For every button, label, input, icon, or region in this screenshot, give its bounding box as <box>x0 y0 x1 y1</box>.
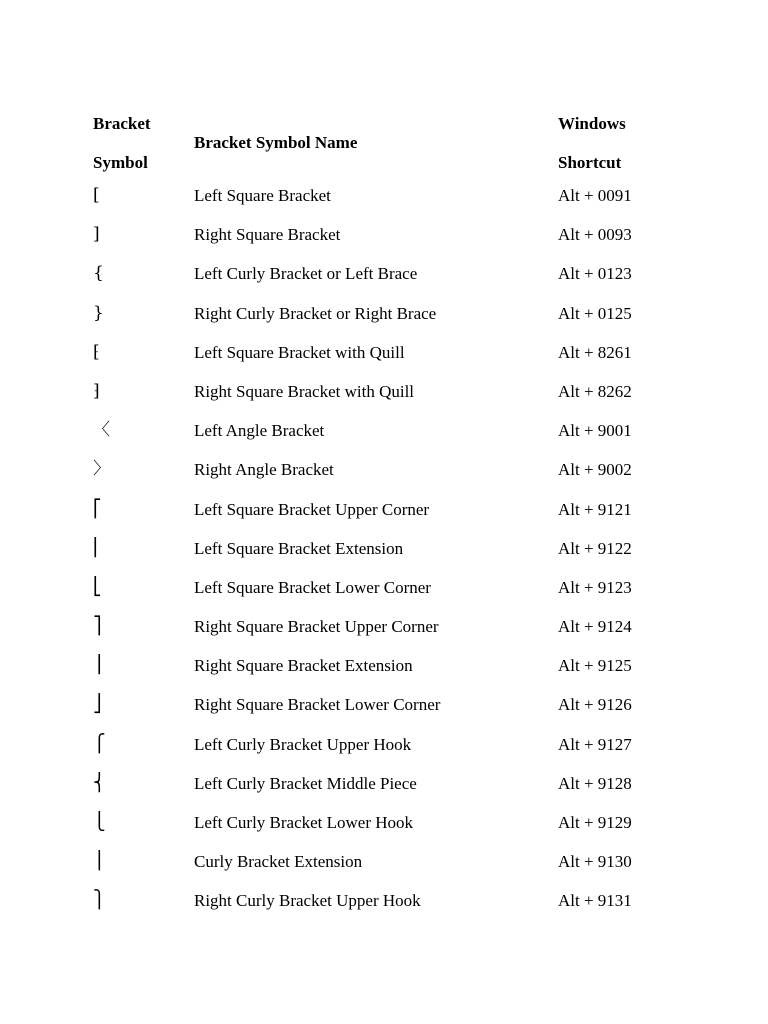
shortcut-cell: Alt + 8262 <box>558 381 632 401</box>
shortcut-cell: Alt + 9130 <box>558 852 632 872</box>
name-cell: Right Angle Bracket <box>194 460 334 480</box>
shortcut-cell: Alt + 9125 <box>558 656 632 676</box>
symbol-cell: ] <box>93 224 100 245</box>
name-cell: Right Square Bracket Extension <box>194 656 413 676</box>
name-cell: Left Square Bracket Extension <box>194 538 404 558</box>
symbol-cell: ⎦ <box>93 694 102 715</box>
header-bracket-symbol-line2: Symbol <box>93 153 148 172</box>
name-cell: Left Square Bracket Lower Corner <box>194 577 431 597</box>
table-row <box>0 764 768 803</box>
symbol-cell: ⁆ <box>93 380 100 401</box>
shortcut-cell: Alt + 9123 <box>558 577 632 597</box>
shortcut-cell: Alt + 9121 <box>558 499 632 519</box>
name-cell: Right Square Bracket with Quill <box>194 381 415 401</box>
header-bracket-symbol-line1: Bracket <box>93 114 151 133</box>
shortcut-cell: Alt + 0123 <box>558 264 632 284</box>
symbol-cell: ⎪ <box>93 851 106 872</box>
name-cell: Left Curly Bracket Upper Hook <box>194 734 412 754</box>
header-windows-shortcut-line2: Shortcut <box>558 153 622 172</box>
shortcut-cell: Alt + 0093 <box>558 225 632 245</box>
table-row <box>0 881 768 920</box>
symbol-cell: { <box>93 263 104 284</box>
table-row <box>0 529 768 568</box>
symbol-cell: [ <box>93 185 100 205</box>
name-cell: Right Square Bracket Lower Corner <box>194 695 441 715</box>
table-row <box>0 607 768 646</box>
name-cell: Left Angle Bracket <box>194 421 325 441</box>
table-header <box>0 104 768 182</box>
symbol-cell: ⎢ <box>93 537 102 558</box>
name-cell: Left Square Bracket Upper Corner <box>194 499 430 519</box>
table-row <box>0 685 768 724</box>
shortcut-cell: Alt + 9129 <box>558 813 632 832</box>
table-row <box>0 450 768 489</box>
name-cell: Right Curly Bracket or Right Brace <box>194 303 437 323</box>
name-cell: Left Curly Bracket or Left Brace <box>194 264 418 284</box>
table-row <box>0 372 768 411</box>
header-windows-shortcut <box>558 104 626 182</box>
symbol-cell: ⎣ <box>93 576 102 597</box>
table-row <box>0 568 768 607</box>
shortcut-cell: Alt + 9128 <box>558 773 632 793</box>
symbol-cell: ⁅ <box>93 341 100 362</box>
table-row <box>0 803 768 842</box>
table-row <box>0 411 768 450</box>
name-cell: Left Curly Bracket Lower Hook <box>194 813 414 832</box>
symbol-cell: ⎨ <box>93 772 106 793</box>
symbol-cell: ⎥ <box>93 655 102 676</box>
symbol-cell: 〉 <box>93 459 110 480</box>
symbol-cell: ⎩ <box>93 812 106 832</box>
table-row <box>0 490 768 529</box>
shortcut-cell: Alt + 9124 <box>558 617 632 637</box>
name-cell: Right Square Bracket Upper Corner <box>194 617 439 637</box>
shortcut-cell: Alt + 8261 <box>558 342 632 362</box>
shortcut-cell: Alt + 0125 <box>558 303 632 323</box>
symbol-cell: ⎫ <box>93 890 106 911</box>
shortcut-cell: Alt + 9131 <box>558 891 632 911</box>
name-cell: Left Square Bracket <box>194 186 331 205</box>
shortcut-cell: Alt + 9001 <box>558 421 632 441</box>
name-cell: Right Curly Bracket Upper Hook <box>194 891 421 911</box>
shortcut-cell: Alt + 9126 <box>558 695 632 715</box>
shortcut-cell: Alt + 9002 <box>558 460 632 480</box>
symbol-cell: ⎤ <box>93 616 102 637</box>
shortcut-cell: Alt + 9127 <box>558 734 632 754</box>
name-cell: Left Curly Bracket Middle Piece <box>194 773 417 793</box>
shortcut-cell: Alt + 0091 <box>558 186 632 205</box>
symbol-cell: } <box>93 302 104 323</box>
table-row <box>0 254 768 293</box>
table-row <box>0 646 768 685</box>
symbol-cell: 〈 <box>93 420 110 441</box>
table-row <box>0 842 768 881</box>
symbol-cell: ⎡ <box>93 498 102 519</box>
table-row <box>0 294 768 333</box>
name-cell: Left Square Bracket with Quill <box>194 342 405 362</box>
table-row <box>0 333 768 372</box>
header-bracket-symbol <box>93 104 151 182</box>
table-row <box>0 215 768 254</box>
symbol-cell: ⎧ <box>93 733 106 754</box>
name-cell: Curly Bracket Extension <box>194 852 363 872</box>
table-row <box>0 725 768 764</box>
table-body <box>0 176 768 921</box>
table-row <box>0 176 768 215</box>
name-cell: Right Square Bracket <box>194 225 341 245</box>
header-windows-shortcut-line1: Windows <box>558 114 626 133</box>
header-bracket-symbol-name: Bracket Symbol Name <box>194 133 358 152</box>
shortcut-cell: Alt + 9122 <box>558 538 632 558</box>
